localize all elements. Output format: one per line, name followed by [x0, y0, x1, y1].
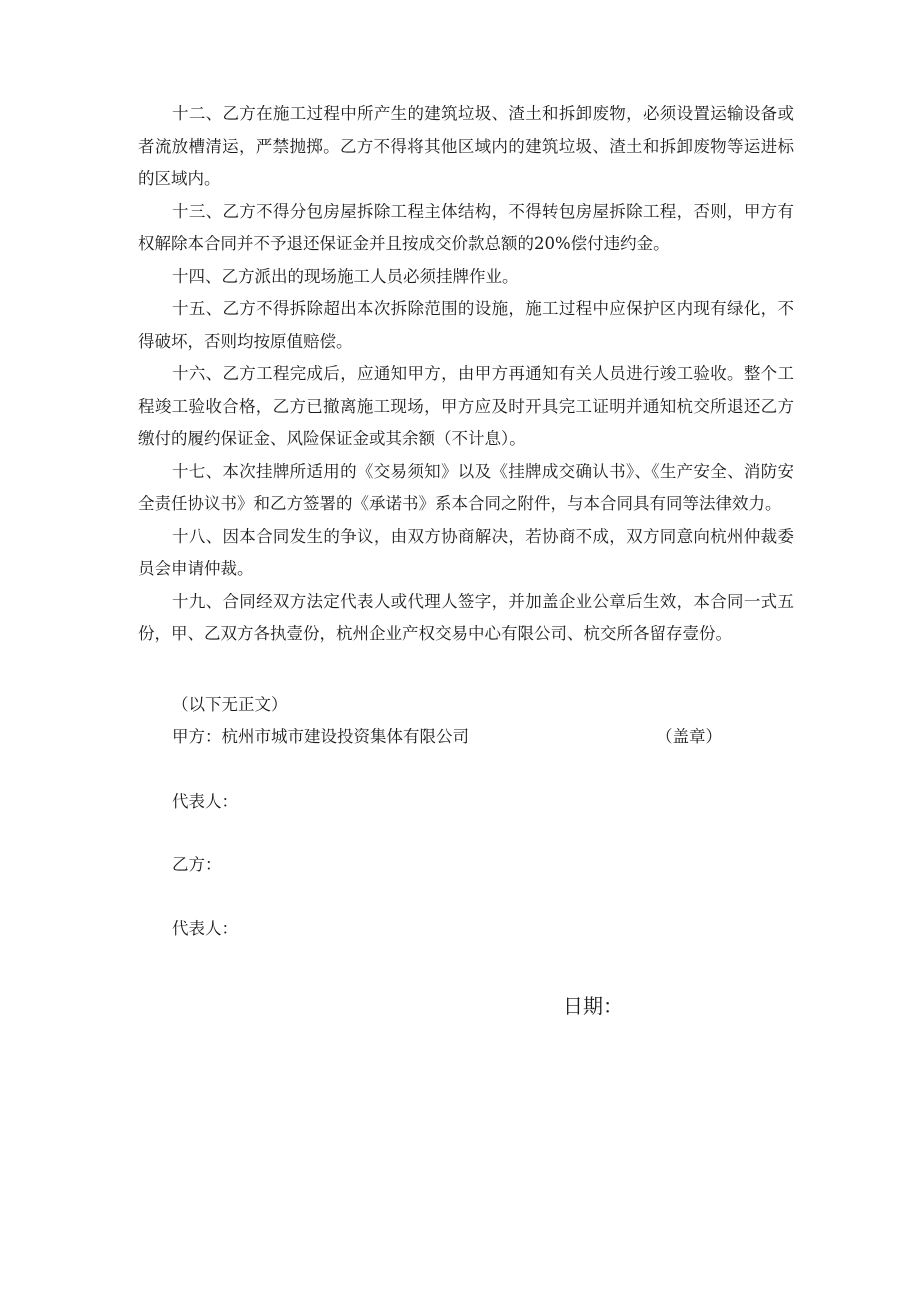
clause-12: 十二、乙方在施工过程中所产生的建筑垃圾、渣土和拆卸废物，必须设置运输设备或者流放槽清运，严禁抛掷。乙方不得将其他区域内的建筑垃圾、渣土和拆卸废物等运进标的区域内。 [138, 104, 794, 188]
clause-17: 十七、本次挂牌所适用的《交易须知》以及《挂牌成交确认书》、《生产安全、消防安全责任协议书》和乙方签署的《承诺书》系本合同之附件，与本合同具有同等法律效力。 [138, 461, 794, 513]
clause-15: 十五、乙方不得拆除超出本次拆除范围的设施，施工过程中应保护区内现有绿化，不得破坏，否则均按原值赔偿。 [138, 299, 794, 351]
party-b-label: 乙方： [172, 855, 222, 874]
clause-18: 十八、因本合同发生的争议，由双方协商解决，若协商不成，双方同意向杭州仲裁委员会申请仲裁。 [138, 526, 794, 578]
clause-19: 十九、合同经双方法定代表人或代理人签字，并加盖企业公章后生效，本合同一式五份，甲、乙双方各执壹份，杭州企业产权交易中心有限公司、杭交所各留存壹份。 [138, 591, 794, 643]
seal-placeholder: （盖章） [656, 727, 722, 746]
end-of-text-note: （以下无正文） [172, 695, 288, 714]
clause-16: 十六、乙方工程完成后，应通知甲方，由甲方再通知有关人员进行竣工验收。整个工程竣工验收合格，乙方已撤离施工现场，甲方应及时开具完工证明并通知杭交所退还乙方缴付的履约保证金、风险保证金或其余额（不计息）。 [138, 364, 794, 448]
date-label: 日期： [563, 994, 623, 1018]
party-a-label: 甲方：杭州市城市建设投资集体有限公司 [172, 727, 469, 746]
clause-14: 十四、乙方派出的现场施工人员必须挂牌作业。 [172, 266, 519, 286]
party-a-row [172, 721, 732, 753]
contract-clauses [138, 98, 794, 651]
party-a-representative-label: 代表人： [172, 792, 238, 811]
party-b-representative-label: 代表人： [172, 919, 238, 938]
clause-13: 十三、乙方不得分包房屋拆除工程主体结构，不得转包房屋拆除工程，否则，甲方有权解除本合同并不予退还保证金并且按成交价款总额的20%偿付违约金。 [138, 201, 794, 253]
